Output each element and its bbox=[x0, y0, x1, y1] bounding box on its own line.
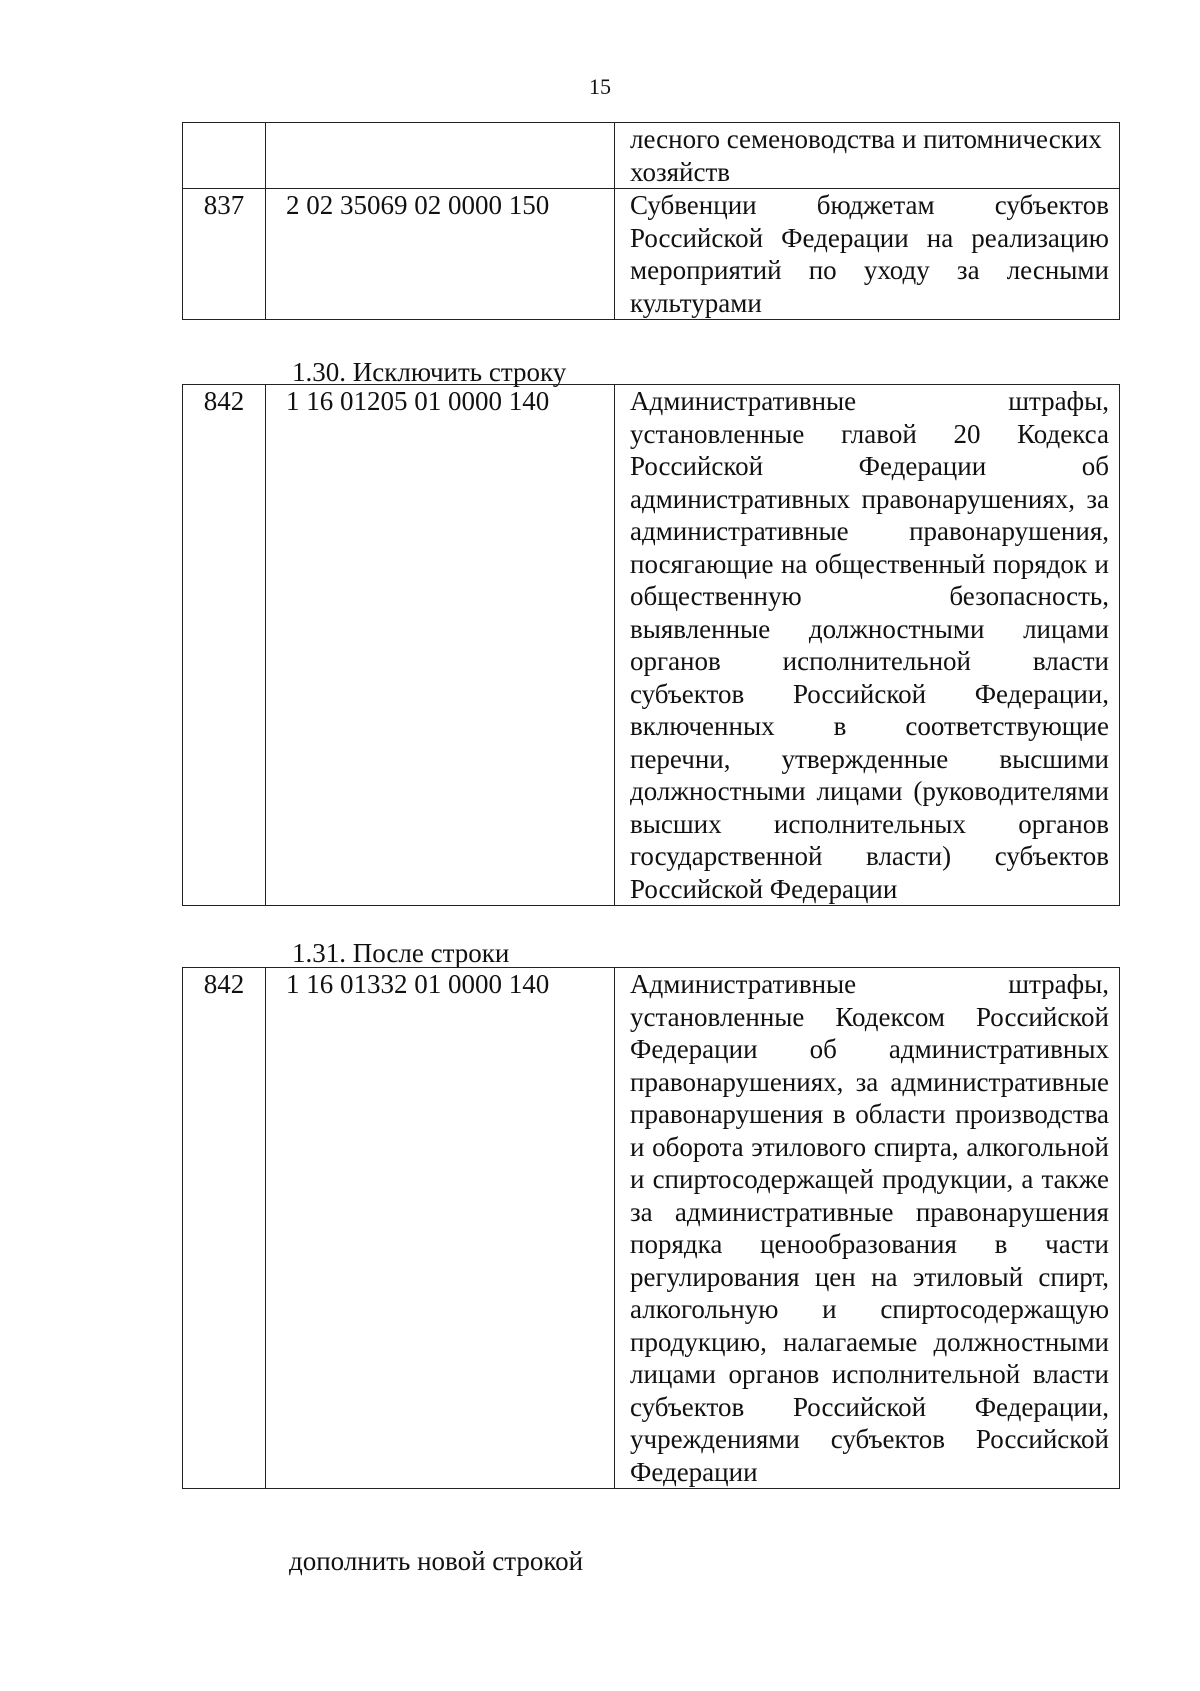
description-word: также bbox=[1041, 1164, 1109, 1194]
description-cell bbox=[615, 189, 1120, 320]
description-word: перечни, bbox=[630, 743, 731, 774]
code-cell bbox=[183, 123, 266, 189]
description-word: должностными bbox=[808, 613, 985, 644]
description-word: посягающие bbox=[630, 548, 774, 579]
description-word: алкогольную bbox=[630, 1294, 779, 1324]
description-word: правонарушения bbox=[630, 1099, 824, 1129]
description-word: органов bbox=[1018, 808, 1109, 839]
description-word: Российской bbox=[630, 222, 764, 253]
description-word: Российской bbox=[792, 1391, 927, 1422]
description-line bbox=[630, 254, 1109, 287]
description-word: порядка bbox=[630, 1229, 723, 1259]
description-word: должностными bbox=[630, 776, 806, 806]
description-word: уходу bbox=[863, 255, 930, 285]
description-word: органов bbox=[728, 1359, 820, 1389]
description-line bbox=[630, 1196, 1109, 1229]
description-cell bbox=[615, 968, 1120, 1489]
description-word: Субвенции bbox=[630, 190, 757, 220]
description-word: административные bbox=[674, 1196, 894, 1227]
kbk-cell: 1 16 01205 01 0000 140 bbox=[266, 385, 615, 906]
description-word: субъектов bbox=[630, 1391, 745, 1422]
description-word: спирта, bbox=[873, 1131, 959, 1162]
description-word: Федерации, bbox=[974, 678, 1109, 709]
description-line bbox=[630, 1098, 1109, 1131]
description-word: за bbox=[630, 1196, 653, 1227]
description-word: Российской bbox=[630, 451, 764, 481]
description-word: и bbox=[630, 1131, 645, 1162]
description-word: продукции, bbox=[882, 1164, 1014, 1194]
description-word: на bbox=[926, 222, 954, 253]
description-word: государственной bbox=[630, 841, 823, 871]
description-word: на bbox=[871, 1261, 898, 1292]
description-word: правонарушениях, bbox=[861, 483, 1075, 514]
description-word: по bbox=[808, 255, 837, 285]
description-line bbox=[630, 840, 1109, 873]
table-row bbox=[183, 385, 1120, 906]
description-cell bbox=[615, 123, 1120, 189]
description-line bbox=[630, 189, 1109, 222]
description-line bbox=[630, 1326, 1109, 1359]
description-word: высшими bbox=[999, 743, 1109, 774]
description-word: исполнительных bbox=[773, 808, 966, 839]
description-line bbox=[630, 1391, 1109, 1424]
description-line: лесного семеноводства и питомнических bbox=[630, 124, 1102, 154]
description-word: учреждениями bbox=[630, 1424, 800, 1454]
kbk-cell bbox=[266, 123, 615, 189]
description-word: регулирования bbox=[630, 1261, 800, 1292]
description-word: общественную bbox=[630, 581, 802, 611]
description-line bbox=[630, 645, 1109, 678]
description-line bbox=[630, 1001, 1109, 1034]
description-word: безопасность, bbox=[949, 581, 1109, 611]
description-word: спиртосодержащую bbox=[880, 1294, 1109, 1324]
description-word: установленные bbox=[630, 418, 805, 449]
description-word: мероприятий bbox=[630, 255, 782, 285]
description-line bbox=[630, 613, 1109, 646]
caption-1-30: 1.30. Исключить строку bbox=[292, 357, 567, 387]
description-word: реализацию bbox=[971, 222, 1109, 253]
description-line bbox=[630, 1293, 1109, 1326]
description-word: соответствующие bbox=[905, 711, 1109, 741]
description-line bbox=[630, 968, 1109, 1001]
description-line bbox=[630, 1033, 1109, 1066]
description-word: включенных bbox=[630, 711, 775, 741]
code-cell: 842 bbox=[183, 385, 266, 906]
description-line bbox=[630, 1228, 1109, 1261]
description-word: (руководителями bbox=[913, 776, 1109, 806]
kbk-cell: 1 16 01332 01 0000 140 bbox=[266, 968, 615, 1489]
description-word: Российской bbox=[975, 1424, 1109, 1454]
description-word: а bbox=[1021, 1164, 1034, 1194]
description-word: производства bbox=[955, 1099, 1109, 1129]
description-lines bbox=[630, 968, 1109, 1488]
description-word: и bbox=[822, 1294, 837, 1324]
description-line bbox=[630, 1131, 1109, 1164]
description-word: за bbox=[1086, 483, 1109, 514]
description-line bbox=[630, 1066, 1109, 1099]
description-word: органов bbox=[630, 646, 721, 676]
description-line bbox=[630, 808, 1109, 841]
description-word: бюджетам bbox=[816, 190, 935, 220]
description-line: хозяйств bbox=[630, 156, 731, 187]
description-word: выявленные bbox=[630, 613, 771, 644]
description-word: и bbox=[1094, 548, 1109, 579]
description-word: в bbox=[832, 1099, 846, 1129]
description-word: субъектов bbox=[994, 841, 1109, 871]
description-word: Кодексом bbox=[835, 1001, 945, 1032]
table-row bbox=[183, 189, 1120, 320]
description-word: Федерации bbox=[630, 1034, 758, 1064]
description-line bbox=[630, 222, 1109, 255]
description-line bbox=[630, 710, 1109, 743]
description-word: области bbox=[855, 1099, 946, 1129]
description-lines bbox=[630, 189, 1109, 319]
description-word: этиловый bbox=[912, 1261, 1024, 1292]
kbk-cell: 2 02 35069 02 0000 150 bbox=[266, 189, 615, 320]
description-word: за bbox=[956, 255, 980, 285]
description-line: Российской Федерации bbox=[630, 873, 898, 904]
caption-1-31: 1.31. После строки bbox=[292, 938, 510, 968]
description-line bbox=[630, 1163, 1109, 1196]
description-word: в bbox=[833, 711, 847, 741]
description-word: за bbox=[855, 1066, 879, 1097]
description-word: лицами bbox=[630, 1359, 716, 1389]
footer-text: дополнить новой строкой bbox=[289, 1546, 584, 1576]
description-line bbox=[630, 450, 1109, 483]
table-after bbox=[182, 967, 1120, 1489]
description-line bbox=[630, 483, 1109, 516]
description-word: административные bbox=[630, 516, 849, 546]
description-word: субъектов bbox=[630, 678, 745, 709]
code-cell: 837 bbox=[183, 189, 266, 320]
description-line bbox=[630, 1423, 1109, 1456]
description-word: на bbox=[780, 548, 808, 579]
description-word: власти bbox=[1032, 646, 1109, 676]
description-word: исполнительной bbox=[782, 646, 972, 676]
description-word: в bbox=[994, 1229, 1008, 1259]
description-word: Федерации, bbox=[974, 1391, 1109, 1422]
description-word: спиртосодержащей bbox=[652, 1164, 874, 1194]
description-word: Административные bbox=[630, 386, 857, 416]
description-line bbox=[630, 678, 1109, 711]
description-word: продукцию, bbox=[630, 1326, 767, 1357]
description-word: административных bbox=[888, 1034, 1109, 1064]
description-word: цен bbox=[814, 1261, 856, 1292]
description-line bbox=[630, 775, 1109, 808]
description-word: должностными bbox=[933, 1326, 1109, 1357]
description-word: оборота bbox=[652, 1131, 744, 1162]
description-line: Федерации bbox=[630, 1456, 758, 1487]
description-line bbox=[630, 1358, 1109, 1391]
description-word: налагаемые bbox=[782, 1326, 918, 1357]
description-word: субъектов bbox=[994, 190, 1109, 220]
description-word: лицами bbox=[816, 776, 903, 806]
table-row bbox=[183, 123, 1120, 189]
description-word: утвержденные bbox=[781, 743, 949, 774]
description-word: исполнительной bbox=[831, 1359, 1021, 1389]
description-line bbox=[630, 418, 1109, 451]
description-word: этилового bbox=[751, 1131, 867, 1162]
description-word: алкогольной bbox=[966, 1131, 1109, 1162]
description-word: штрафы, bbox=[1008, 969, 1109, 999]
description-word: общественный bbox=[814, 548, 986, 579]
description-word: власти bbox=[1032, 1359, 1109, 1389]
description-line bbox=[630, 743, 1109, 776]
description-word: субъектов bbox=[830, 1424, 945, 1454]
description-word: 20 bbox=[953, 418, 981, 449]
description-word: административных bbox=[630, 483, 851, 514]
description-word: и bbox=[630, 1164, 645, 1194]
description-line bbox=[630, 548, 1109, 581]
description-word: штрафы, bbox=[1008, 386, 1109, 416]
description-word: лицами bbox=[1023, 613, 1109, 644]
table-exclude bbox=[182, 384, 1120, 906]
table-row bbox=[183, 968, 1120, 1489]
description-word: главой bbox=[841, 418, 917, 449]
description-lines bbox=[630, 385, 1109, 905]
description-word: об bbox=[1081, 451, 1109, 481]
description-word: Кодекса bbox=[1017, 418, 1109, 449]
description-lines bbox=[630, 123, 1109, 188]
description-line bbox=[630, 580, 1109, 613]
description-word: власти) bbox=[866, 841, 952, 871]
description-word: лесными bbox=[1006, 255, 1109, 285]
page-number: 15 bbox=[589, 74, 611, 99]
description-line bbox=[630, 385, 1109, 418]
code-cell: 842 bbox=[183, 968, 266, 1489]
description-word: административные bbox=[890, 1066, 1109, 1097]
description-word: ценообразования bbox=[760, 1229, 957, 1259]
description-word: правонарушения bbox=[915, 1196, 1109, 1227]
description-line bbox=[630, 1261, 1109, 1294]
description-word: высших bbox=[630, 808, 722, 839]
description-word: установленные bbox=[630, 1001, 805, 1032]
description-word: Российской bbox=[792, 678, 927, 709]
description-word: Федерации bbox=[858, 451, 987, 481]
description-word: порядок bbox=[992, 548, 1088, 579]
description-word: правонарушения, bbox=[909, 516, 1109, 546]
description-word: Административные bbox=[630, 969, 857, 999]
description-word: части bbox=[1045, 1229, 1109, 1259]
description-line: культурами bbox=[630, 287, 762, 318]
description-word: Федерации bbox=[781, 222, 909, 253]
description-word: Российской bbox=[975, 1001, 1109, 1032]
description-cell bbox=[615, 385, 1120, 906]
description-word: правонарушениях, bbox=[630, 1066, 844, 1097]
table-top bbox=[182, 122, 1120, 320]
description-word: спирт, bbox=[1038, 1261, 1109, 1292]
description-line bbox=[630, 515, 1109, 548]
description-word: об bbox=[809, 1034, 837, 1064]
